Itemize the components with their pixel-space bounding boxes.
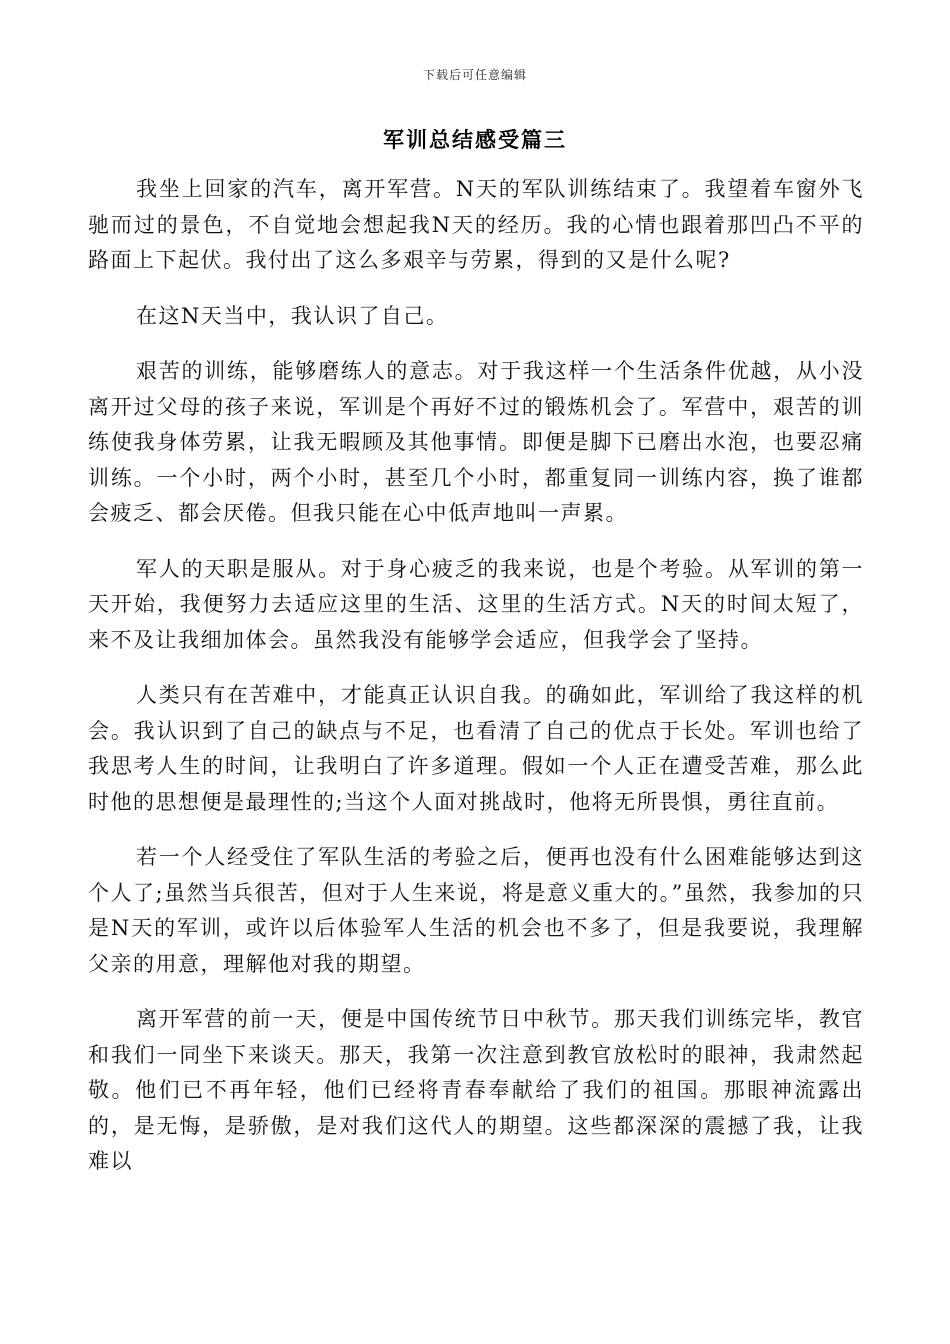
document-title: 军训总结感受篇三 — [383, 127, 567, 152]
paragraph: 在这N天当中，我认识了自己。 — [136, 303, 449, 328]
paragraph: 若一个人经受住了军队生活的考验之后，便再也没有什么困难能够达到这个人了;虽然当兵很苦，但对于人生来说，将是意义重大的。”虽然，我参加的只是N天的军训，或许以后体验军人生活的机会也不多了，但是我要说，我理解父亲的用意，理解他对我的期望。 — [88, 845, 864, 976]
header-note: 下载后可任意编辑 — [422, 68, 527, 82]
document-body — [88, 172, 864, 1200]
paragraph: 我坐上回家的汽车，离开军营。N天的军队训练结束了。我望着车窗外飞驰而过的景色，不自觉地会想起我N天的经历。我的心情也跟着那凹凸不平的路面上下起伏。我付出了这么多艰辛与劳累，得到的又是什么呢? — [88, 177, 864, 272]
paragraph: 离开军营的前一天，便是中国传统节日中秋节。那天我们训练完毕，教官和我们一同坐下来谈天。那天，我第一次注意到教官放松时的眼神，我肃然起敬。他们已不再年轻，他们已经将青春奉献给了我们的祖国。那眼神流露出的，是无悔，是骄傲，是对我们这代人的期望。这些都深深的震撼了我，让我难以 — [88, 1007, 864, 1173]
paragraph: 艰苦的训练，能够磨练人的意志。对于我这样一个生活条件优越，从小没离开过父母的孩子来说，军训是个再好不过的锻炼机会了。军营中，艰苦的训练使我身体劳累，让我无暇顾及其他事情。即便是脚下已磨出水泡，也要忍痛训练。一个小时，两个小时，甚至几个小时，都重复同一训练内容，换了谁都会疲乏、都会厌倦。但我只能在心中低声地叫一声累。 — [88, 359, 864, 525]
paragraph: 军人的天职是服从。对于身心疲乏的我来说，也是个考验。从军训的第一天开始，我便努力去适应这里的生活、这里的生活方式。N天的时间太短了，来不及让我细加体会。虽然我没有能够学会适应，但我学会了坚持。 — [88, 556, 864, 652]
paragraph: 人类只有在苦难中，才能真正认识自我。的确如此，军训给了我这样的机会。我认识到了自己的缺点与不足，也看清了自己的优点于长处。军训也给了我思考人生的时间，让我明白了许多道理。假如一个人正在遭受苦难，那么此时他的思想便是最理性的;当这个人面对挑战时，他将无所畏惧，勇往直前。 — [88, 683, 864, 814]
